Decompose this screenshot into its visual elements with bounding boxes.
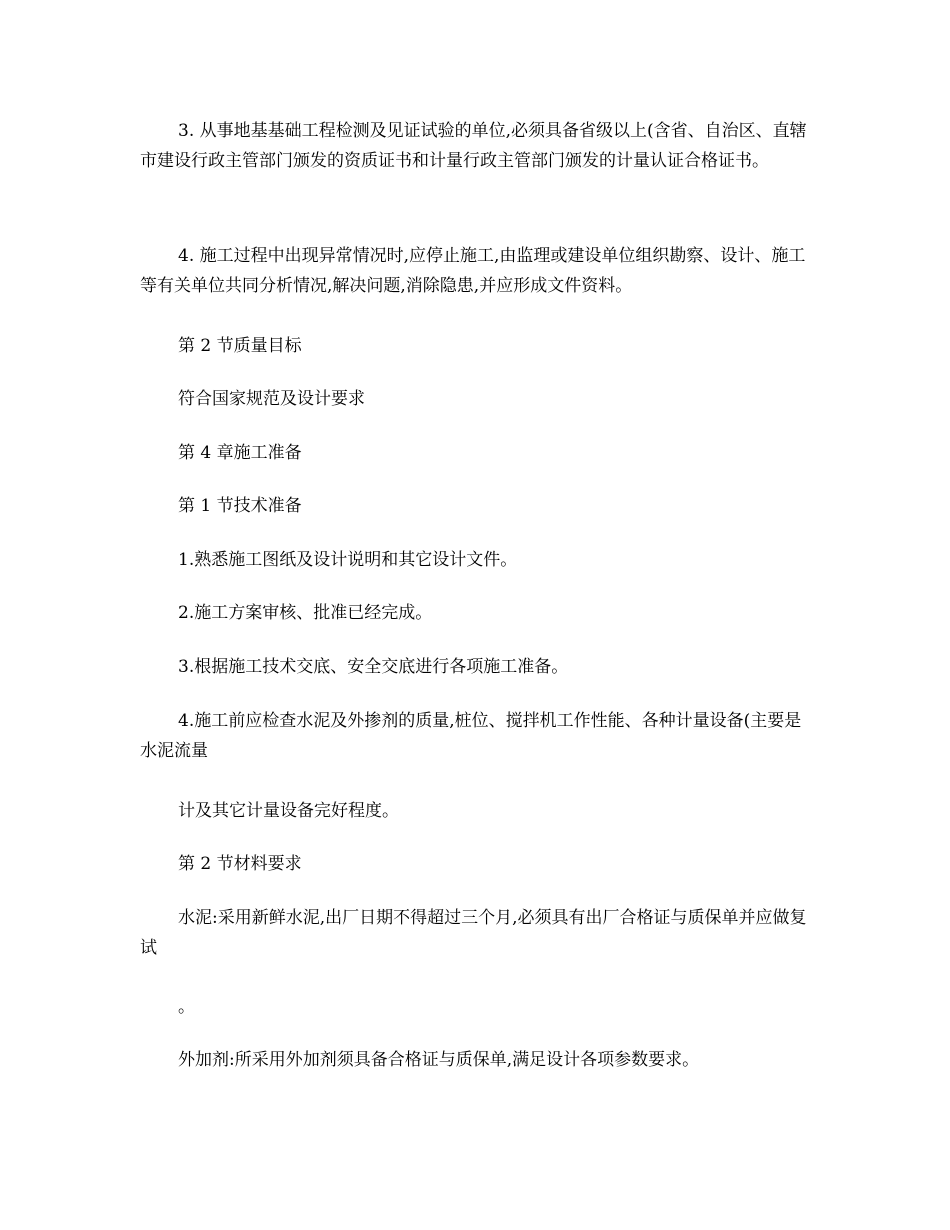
paragraph-admixture: 外加剂:所采用外加剂须具备合格证与质保单,满足设计各项参数要求。 (178, 1050, 700, 1070)
section-heading-quality-target: 第 2 节质量目标 (178, 336, 302, 356)
paragraph-drawings: 1.熟悉施工图纸及设计说明和其它设计文件。 (178, 550, 518, 570)
chapter-heading-construction-prep: 第 4 章施工准备 (178, 443, 302, 463)
paragraph-pre-construction-check: 4.施工前应检查水泥及外掺剂的质量,桩位、搅拌机工作性能、各种计量设备(主要是水泥流量 (140, 711, 802, 761)
paragraph-briefing: 3.根据施工技术交底、安全交底进行各项施工准备。 (178, 657, 569, 677)
paragraph-plan-approval: 2.施工方案审核、批准已经完成。 (178, 603, 433, 623)
paragraph-meter-condition: 计及其它计量设备完好程度。 (178, 801, 399, 821)
paragraph-quality-target: 符合国家规范及设计要求 (178, 389, 365, 409)
section-heading-materials: 第 2 节材料要求 (178, 854, 302, 874)
paragraph-period: 。 (178, 997, 195, 1017)
paragraph-testing-unit-requirement: 3. 从事地基基础工程检测及见证试验的单位,必须具备省级以上(含省、自治区、直辖市建设行政主管部门颁发的资质证书和计量行政主管部门颁发的计量认证合格证书。 (140, 121, 807, 171)
paragraph-cement: 水泥:采用新鲜水泥,出厂日期不得超过三个月,必须具有出厂合格证与质保单并应做复试 (140, 908, 807, 958)
paragraph-abnormal-situation: 4. 施工过程中出现异常情况时,应停止施工,由监理或建设单位组织勘察、设计、施工等有关单位共同分析情况,解决问题,消除隐患,并应形成文件资料。 (140, 246, 806, 296)
section-heading-technical-prep: 第 1 节技术准备 (178, 496, 302, 516)
